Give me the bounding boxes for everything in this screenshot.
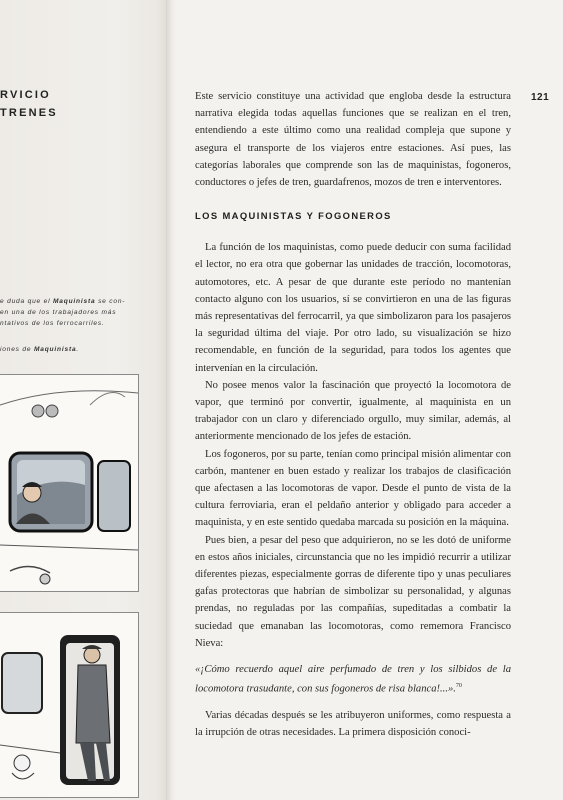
page-number: 121	[531, 92, 550, 103]
book-gutter	[166, 0, 176, 800]
illustration-locomotive-cab	[0, 374, 139, 592]
paragraph-1: La función de los maquinistas, como puede deducir con suma facilidad el lector, no era otra que gobernar las unidades de tracción, locomotoras, automotores, etc. A pesar de que durante este período no mantenían contacto alguno con los usuarios, sí se convirtieron en una de las figuras más representativas del ferrocarril, ya que simbolizaron para los pasajeros la seguridad última del viaje. Por otro lado, su visualización se hizo recomendable, en función de la seguridad, para todos los agentes que intervenían en la circulación.	[195, 242, 511, 374]
section-heading-line-1: RVICIO	[0, 89, 51, 101]
engine-driver-drawing	[0, 613, 138, 797]
quote-text: «¡Cómo recuerdo aquel aire perfumado de tren y los silbidos de la locomotora trasudante, con sus fogoneros de risa blanca!...».	[195, 664, 511, 695]
intro-paragraph: Este servicio constituye una actividad que engloba desde la estructura narrativa elegida todas aquellas funciones que se realizan en el tren, entendiendo a este último como una realidad compleja que supone y asegura el transporte de los viajeros entre estaciones. Así pues, las categorías laborales que comprende son las de maquinistas, fogoneros, conductores o jefes de tren, guardafrenos, mozos de tren e interventores.	[195, 91, 511, 189]
figure-caption-2: iones de Maquinista.	[0, 346, 80, 353]
main-text-column	[195, 88, 511, 741]
paragraph-5: Varias décadas después se les atribuyeron uniformes, como respuesta a la irrupción de otras necesidades. La primera disposición conoci-	[195, 710, 511, 739]
section-heading-line-2: TRENES	[0, 107, 58, 119]
paragraph-3: Los fogoneros, por su parte, tenían como principal misión alimentar con carbón, mantener en buen estado y realizar los trabajos de clasificación que afectasen a las locomotoras de vapor. Desde el punto de vista de la cultura ferroviaria, eran el peldaño anterior y obligado para acceder a maquinista, y en este sentido quedaba marcada su posición en la máquina.	[195, 448, 511, 529]
paragraph-4: Pues bien, a pesar del peso que adquirieron, no se les dotó de uniforme en estos años iniciales, circunstancia que no les impidió recurrir a utilizar diferentes piezas, especialmente gorras de diferente tipo y unas peculiares gafas protectoras que habrían de simbolizar su personalidad, y algunas prendas, no reguladas por las compañías, supeditadas a combatir la suciedad que emanaban las locomotoras, como rememora Francisco Nieva:	[195, 534, 511, 649]
figure-caption-1: e duda que el Maquinista se con- en una de los trabajadores más ntativos de los ferrocarriles.	[0, 298, 126, 327]
locomotive-cab-drawing	[0, 375, 138, 591]
block-quote	[195, 661, 511, 698]
paragraph-2: No posee menos valor la fascinación que proyectó la locomotora de vapor, que terminó por convertir, igualmente, al maquinista en un trabajador con un claro y diferenciado orgullo, muy similar, además, al anteriormente mencionado de los jefes de estación.	[195, 379, 511, 443]
section-heading	[0, 86, 58, 122]
subheading: LOS MAQUINISTAS Y FOGONEROS	[195, 210, 392, 222]
footnote-ref: 70	[455, 683, 462, 690]
illustration-engine-driver-door	[0, 612, 139, 798]
